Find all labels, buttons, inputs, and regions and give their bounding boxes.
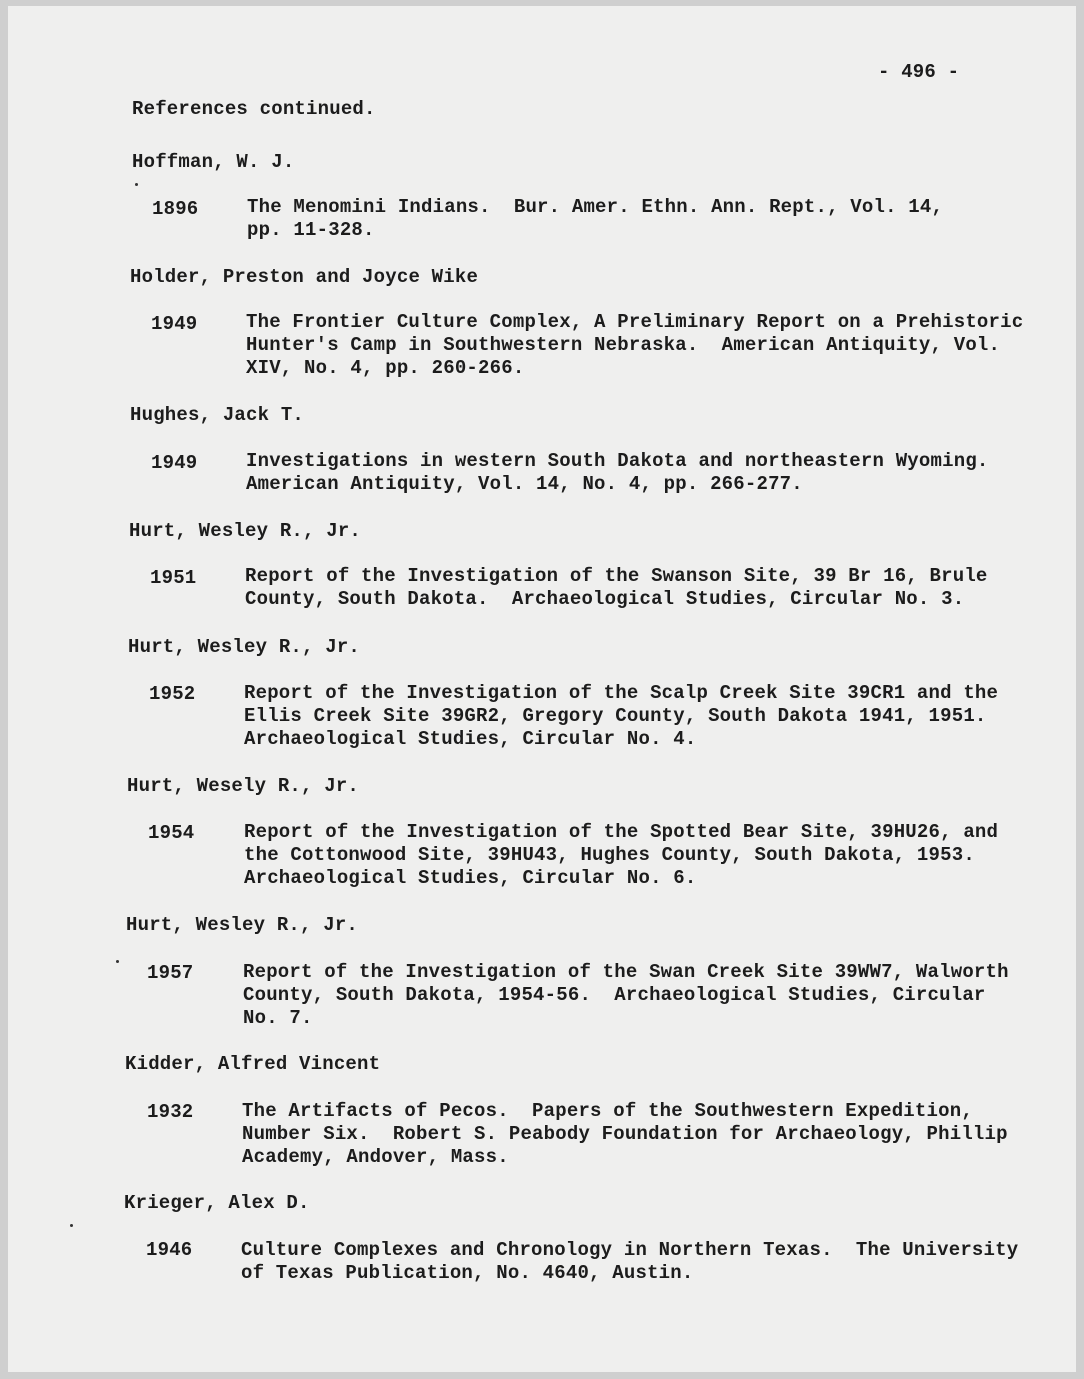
reference-year: 1949 <box>151 313 198 335</box>
reference-year: 1932 <box>147 1101 194 1123</box>
reference-line: Report of the Investigation of the Swan Creek Site 39WW7, Walworth <box>243 961 1009 983</box>
reference-author: Kidder, Alfred Vincent <box>125 1053 381 1075</box>
reference-text <box>244 682 998 751</box>
reference-year: 1954 <box>148 822 195 844</box>
reference-author: Hughes, Jack T. <box>130 404 305 426</box>
reference-line: of Texas Publication, No. 4640, Austin. <box>241 1262 694 1284</box>
reference-text <box>247 196 943 242</box>
reference-author: Hurt, Wesley R., Jr. <box>126 914 359 936</box>
reference-line: Report of the Investigation of the Scalp Creek Site 39CR1 and the <box>244 682 999 704</box>
reference-year: 1951 <box>150 567 197 589</box>
reference-text <box>245 565 988 611</box>
document-page <box>8 6 1076 1372</box>
reference-author: Krieger, Alex D. <box>124 1192 310 1214</box>
scan-speck <box>116 960 119 963</box>
reference-line: Report of the Investigation of the Spotted Bear Site, 39HU26, and <box>244 821 999 843</box>
reference-line: Academy, Andover, Mass. <box>242 1146 509 1168</box>
reference-line: County, South Dakota, 1954-56. Archaeological Studies, Circular <box>243 984 986 1006</box>
reference-author: Hurt, Wesley R., Jr. <box>129 520 362 542</box>
reference-line: XIV, No. 4, pp. 260-266. <box>246 357 525 379</box>
reference-author: Hoffman, W. J. <box>132 151 295 173</box>
reference-text <box>246 450 989 496</box>
reference-year: 1946 <box>146 1239 193 1261</box>
reference-line: pp. 11-328. <box>247 219 375 241</box>
reference-line: The Menomini Indians. Bur. Amer. Ethn. Ann. Rept., Vol. 14, <box>247 196 944 218</box>
section-heading: References continued. <box>132 98 376 120</box>
reference-line: Hunter's Camp in Southwestern Nebraska. American Antiquity, Vol. <box>246 334 1001 356</box>
reference-line: American Antiquity, Vol. 14, No. 4, pp. 266-277. <box>246 473 803 495</box>
reference-line: Ellis Creek Site 39GR2, Gregory County, South Dakota 1941, 1951. <box>244 705 987 727</box>
reference-text <box>243 961 1009 1030</box>
page-number: - 496 - <box>878 61 960 83</box>
reference-line: Archaeological Studies, Circular No. 4. <box>244 728 697 750</box>
reference-line: Report of the Investigation of the Swanson Site, 39 Br 16, Brule <box>245 565 988 587</box>
reference-line: the Cottonwood Site, 39HU43, Hughes County, South Dakota, 1953. <box>244 844 975 866</box>
reference-author: Holder, Preston and Joyce Wike <box>130 266 479 288</box>
reference-line: Archaeological Studies, Circular No. 6. <box>244 867 697 889</box>
reference-line: Investigations in western South Dakota and northeastern Wyoming. <box>246 450 989 472</box>
reference-year: 1952 <box>149 683 196 705</box>
reference-author: Hurt, Wesley R., Jr. <box>128 636 361 658</box>
scan-speck <box>135 183 138 186</box>
reference-author: Hurt, Wesely R., Jr. <box>127 775 360 797</box>
reference-text <box>242 1100 1008 1169</box>
reference-year: 1957 <box>147 962 194 984</box>
reference-line: Culture Complexes and Chronology in Northern Texas. The University <box>241 1239 1019 1261</box>
reference-year: 1896 <box>152 198 199 220</box>
reference-text <box>241 1239 1018 1285</box>
reference-year: 1949 <box>151 452 198 474</box>
reference-text <box>246 311 1023 380</box>
reference-line: The Frontier Culture Complex, A Preliminary Report on a Prehistoric <box>246 311 1024 333</box>
reference-line: Number Six. Robert S. Peabody Foundation for Archaeology, Phillip <box>242 1123 1008 1145</box>
scan-speck <box>70 1224 73 1227</box>
reference-text <box>244 821 998 890</box>
reference-line: No. 7. <box>243 1007 313 1029</box>
reference-line: County, South Dakota. Archaeological Studies, Circular No. 3. <box>245 588 965 610</box>
reference-line: The Artifacts of Pecos. Papers of the Southwestern Expedition, <box>242 1100 973 1122</box>
